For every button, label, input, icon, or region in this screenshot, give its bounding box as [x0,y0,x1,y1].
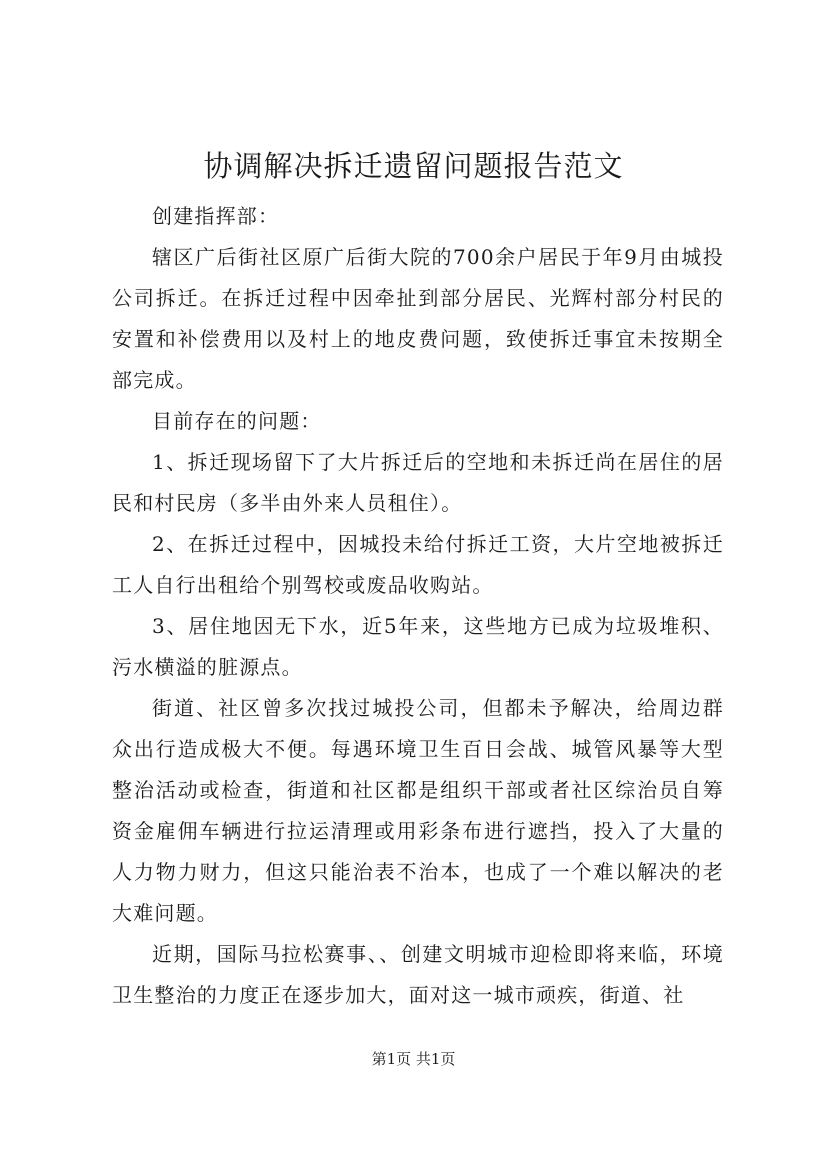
document-title: 协调解决拆迁遗留问题报告范文 [203,149,624,183]
paragraph-problem-2: 2、在拆迁过程中，因城投未给付拆迁工资，大片空地被拆迁工人自行出租给个别驾校或废品收购站。 [112,532,724,597]
paragraph-problem-3: 3、居住地因无下水，近5年来，这些地方已成为垃圾堆积、污水横溢的脏源点。 [112,614,724,679]
paragraph-background: 辖区广后街社区原广后街大院的700余户居民于年9月由城投公司拆迁。在拆迁过程中因牵扯到部分居民、光辉村部分村民的安置和补偿费用以及村上的地皮费问题，致使拆迁事宜未按期全部完成。 [112,245,724,392]
page-footer: 第1页 共1页 [371,1050,456,1068]
paragraph-efforts: 街道、社区曾多次找过城投公司，但都未予解决，给周边群众出行造成极大不便。每遇环境卫生百日会战、城管风暴等大型整治活动或检查，街道和社区都是组织干部或者社区综治员自筹资金雇佣车辆进行拉运清理或用彩条布进行遮挡，投入了大量的人力物力财力，但这只能治表不治本，也成了一个难以解决的老大难问题。 [112,696,724,925]
document-body [112,196,724,1016]
paragraph-problems-heading: 目前存在的问题： [152,409,322,433]
paragraph-addressee: 创建指挥部： [152,204,280,228]
paragraph-problem-1: 1、拆迁现场留下了大片拆迁后的空地和未拆迁尚在居住的居民和村民房（多半由外来人员租住）。 [112,450,724,515]
paragraph-recent: 近期，国际马拉松赛事、、创建文明城市迎检即将来临，环境卫生整治的力度正在逐步加大，面对这一城市顽疾，街道、社 [112,942,724,1007]
